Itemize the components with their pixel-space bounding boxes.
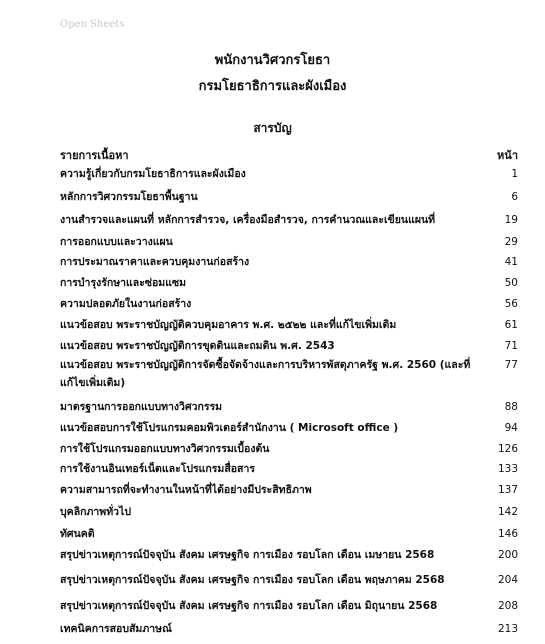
toc-entry[interactable] — [60, 188, 518, 206]
toc-entry-page: 142 — [497, 506, 518, 518]
toc-entry-page: 71 — [504, 340, 518, 352]
toc-entry-page: 1 — [511, 168, 518, 180]
toc-entry[interactable] — [60, 503, 518, 521]
toc-entry-title: บุคลิกภาพทั่วไป — [60, 506, 131, 518]
toc-entry[interactable] — [60, 620, 518, 638]
document-subtitle: กรมโยธาธิการและผังเมือง — [198, 79, 347, 94]
toc-entry-title: การออกแบบและวางแผน — [60, 236, 173, 248]
toc-entry-page: 77 — [504, 359, 518, 371]
toc-entry-title: การประมาณราคาและควบคุมงานก่อสร้าง — [60, 256, 250, 268]
toc-entry[interactable] — [60, 253, 518, 271]
toc-entry-page: 200 — [497, 549, 518, 561]
toc-entry-title: แนวข้อสอบการใช้โปรแกรมคอมพิวเตอร์สำนักงาน ( Microsoft office ) — [60, 422, 399, 434]
toc-entry-title: สรุปข่าวเหตุการณ์ปัจจุบัน สังคม เศรษฐกิจ การเมือง รอบโลก เดือน เมษายน 2568 — [60, 549, 435, 561]
toc-entry[interactable] — [60, 274, 518, 292]
toc-entry[interactable] — [60, 597, 518, 615]
toc-entry[interactable] — [60, 316, 518, 334]
toc-entry[interactable] — [60, 211, 518, 229]
toc-entry-title: สรุปข่าวเหตุการณ์ปัจจุบัน สังคม เศรษฐกิจ การเมือง รอบโลก เดือน มิถุนายน 2568 — [60, 600, 438, 612]
toc-entry[interactable] — [60, 337, 518, 355]
toc-entry[interactable] — [60, 165, 518, 183]
toc-entry-title: หลักการวิศวกรรมโยธาพื้นฐาน — [60, 191, 198, 203]
toc-entry-title: การใช้งานอินเทอร์เน็ตและโปรแกรมสื่อสาร — [60, 463, 256, 475]
toc-entry-title: งานสำรวจและแผนที่ หลักการสำรวจ, เครื่องมือสำรวจ, การคำนวณและเขียนแผนที่ — [60, 214, 436, 226]
toc-entry-title: แนวข้อสอบ พระราชบัญญัติการจัดซื้อจัดจ้างและการบริหารพัสดุภาครัฐ พ.ศ. 2560 (และที่แก้ไขเพิ่มเติม) — [60, 359, 471, 389]
toc-entry[interactable] — [60, 356, 518, 392]
toc-entry[interactable] — [60, 440, 518, 458]
app-watermark: Open Sheets — [60, 19, 125, 30]
toc-entry-page: 41 — [504, 256, 518, 268]
toc-heading: สารบัญ — [253, 121, 292, 135]
toc-entry-title: มาตรฐานการออกแบบทางวิศวกรรม — [60, 401, 223, 413]
toc-entry-page: 94 — [504, 422, 518, 434]
toc-entry-title: แนวข้อสอบ พระราชบัญญัติควบคุมอาคาร พ.ศ. ๒๕๒๒ และที่แก้ไขเพิ่มเติม — [60, 319, 397, 331]
toc-entry-page: 50 — [504, 277, 518, 289]
toc-entry-title: การบำรุงรักษาและซ่อมแซม — [60, 277, 187, 289]
toc-entry-page: 19 — [504, 214, 518, 226]
document-title: พนักงานวิศวกรโยธา — [214, 53, 331, 68]
toc-entry-title: สรุปข่าวเหตุการณ์ปัจจุบัน สังคม เศรษฐกิจ การเมือง รอบโลก เดือน พฤษภาคม 2568 — [60, 574, 445, 586]
toc-entry[interactable] — [60, 233, 518, 251]
toc-entry-page: 56 — [504, 298, 518, 310]
toc-entry-page: 204 — [497, 574, 518, 586]
toc-entry-page: 29 — [504, 236, 518, 248]
toc-entry-title: ความรู้เกี่ยวกับกรมโยธาธิการและผังเมือง — [60, 168, 246, 180]
toc-entry-title: เทคนิคการสอบสัมภาษณ์ — [60, 623, 172, 635]
toc-column-header-page: หน้า — [497, 149, 518, 162]
toc-entry-title: ความปลอดภัยในงานก่อสร้าง — [60, 298, 192, 310]
toc-entry-page: 213 — [497, 623, 518, 635]
toc-entry-page: 137 — [497, 484, 518, 496]
toc-column-header-item: รายการเนื้อหา — [60, 149, 129, 162]
toc-entry-page: 126 — [497, 443, 518, 455]
toc-entry-page: 88 — [504, 401, 518, 413]
toc-entry[interactable] — [60, 419, 518, 437]
toc-entry[interactable] — [60, 295, 518, 313]
toc-entry-page: 208 — [497, 600, 518, 612]
toc-entry[interactable] — [60, 398, 518, 416]
toc-entry[interactable] — [60, 546, 518, 564]
toc-entry-page: 146 — [497, 528, 518, 540]
toc-entry-title: ทัศนคติ — [60, 528, 95, 540]
toc-entry-page: 61 — [504, 319, 518, 331]
toc-entry-page: 6 — [511, 191, 518, 203]
toc-entry-title: การใช้โปรแกรมออกแบบทางวิศวกรรมเบื้องต้น — [60, 443, 270, 455]
toc-entry[interactable] — [60, 525, 518, 543]
toc-entry-title: ความสามารถที่จะทำงานในหน้าที่ได้อย่างมีประสิทธิภาพ — [60, 484, 312, 496]
toc-entry-page: 133 — [497, 463, 518, 475]
toc-entry[interactable] — [60, 481, 518, 499]
toc-entry[interactable] — [60, 460, 518, 478]
toc-entry[interactable] — [60, 571, 518, 589]
toc-entry-title: แนวข้อสอบ พระราชบัญญัติการขุดดินและถมดิน พ.ศ. 2543 — [60, 340, 335, 352]
